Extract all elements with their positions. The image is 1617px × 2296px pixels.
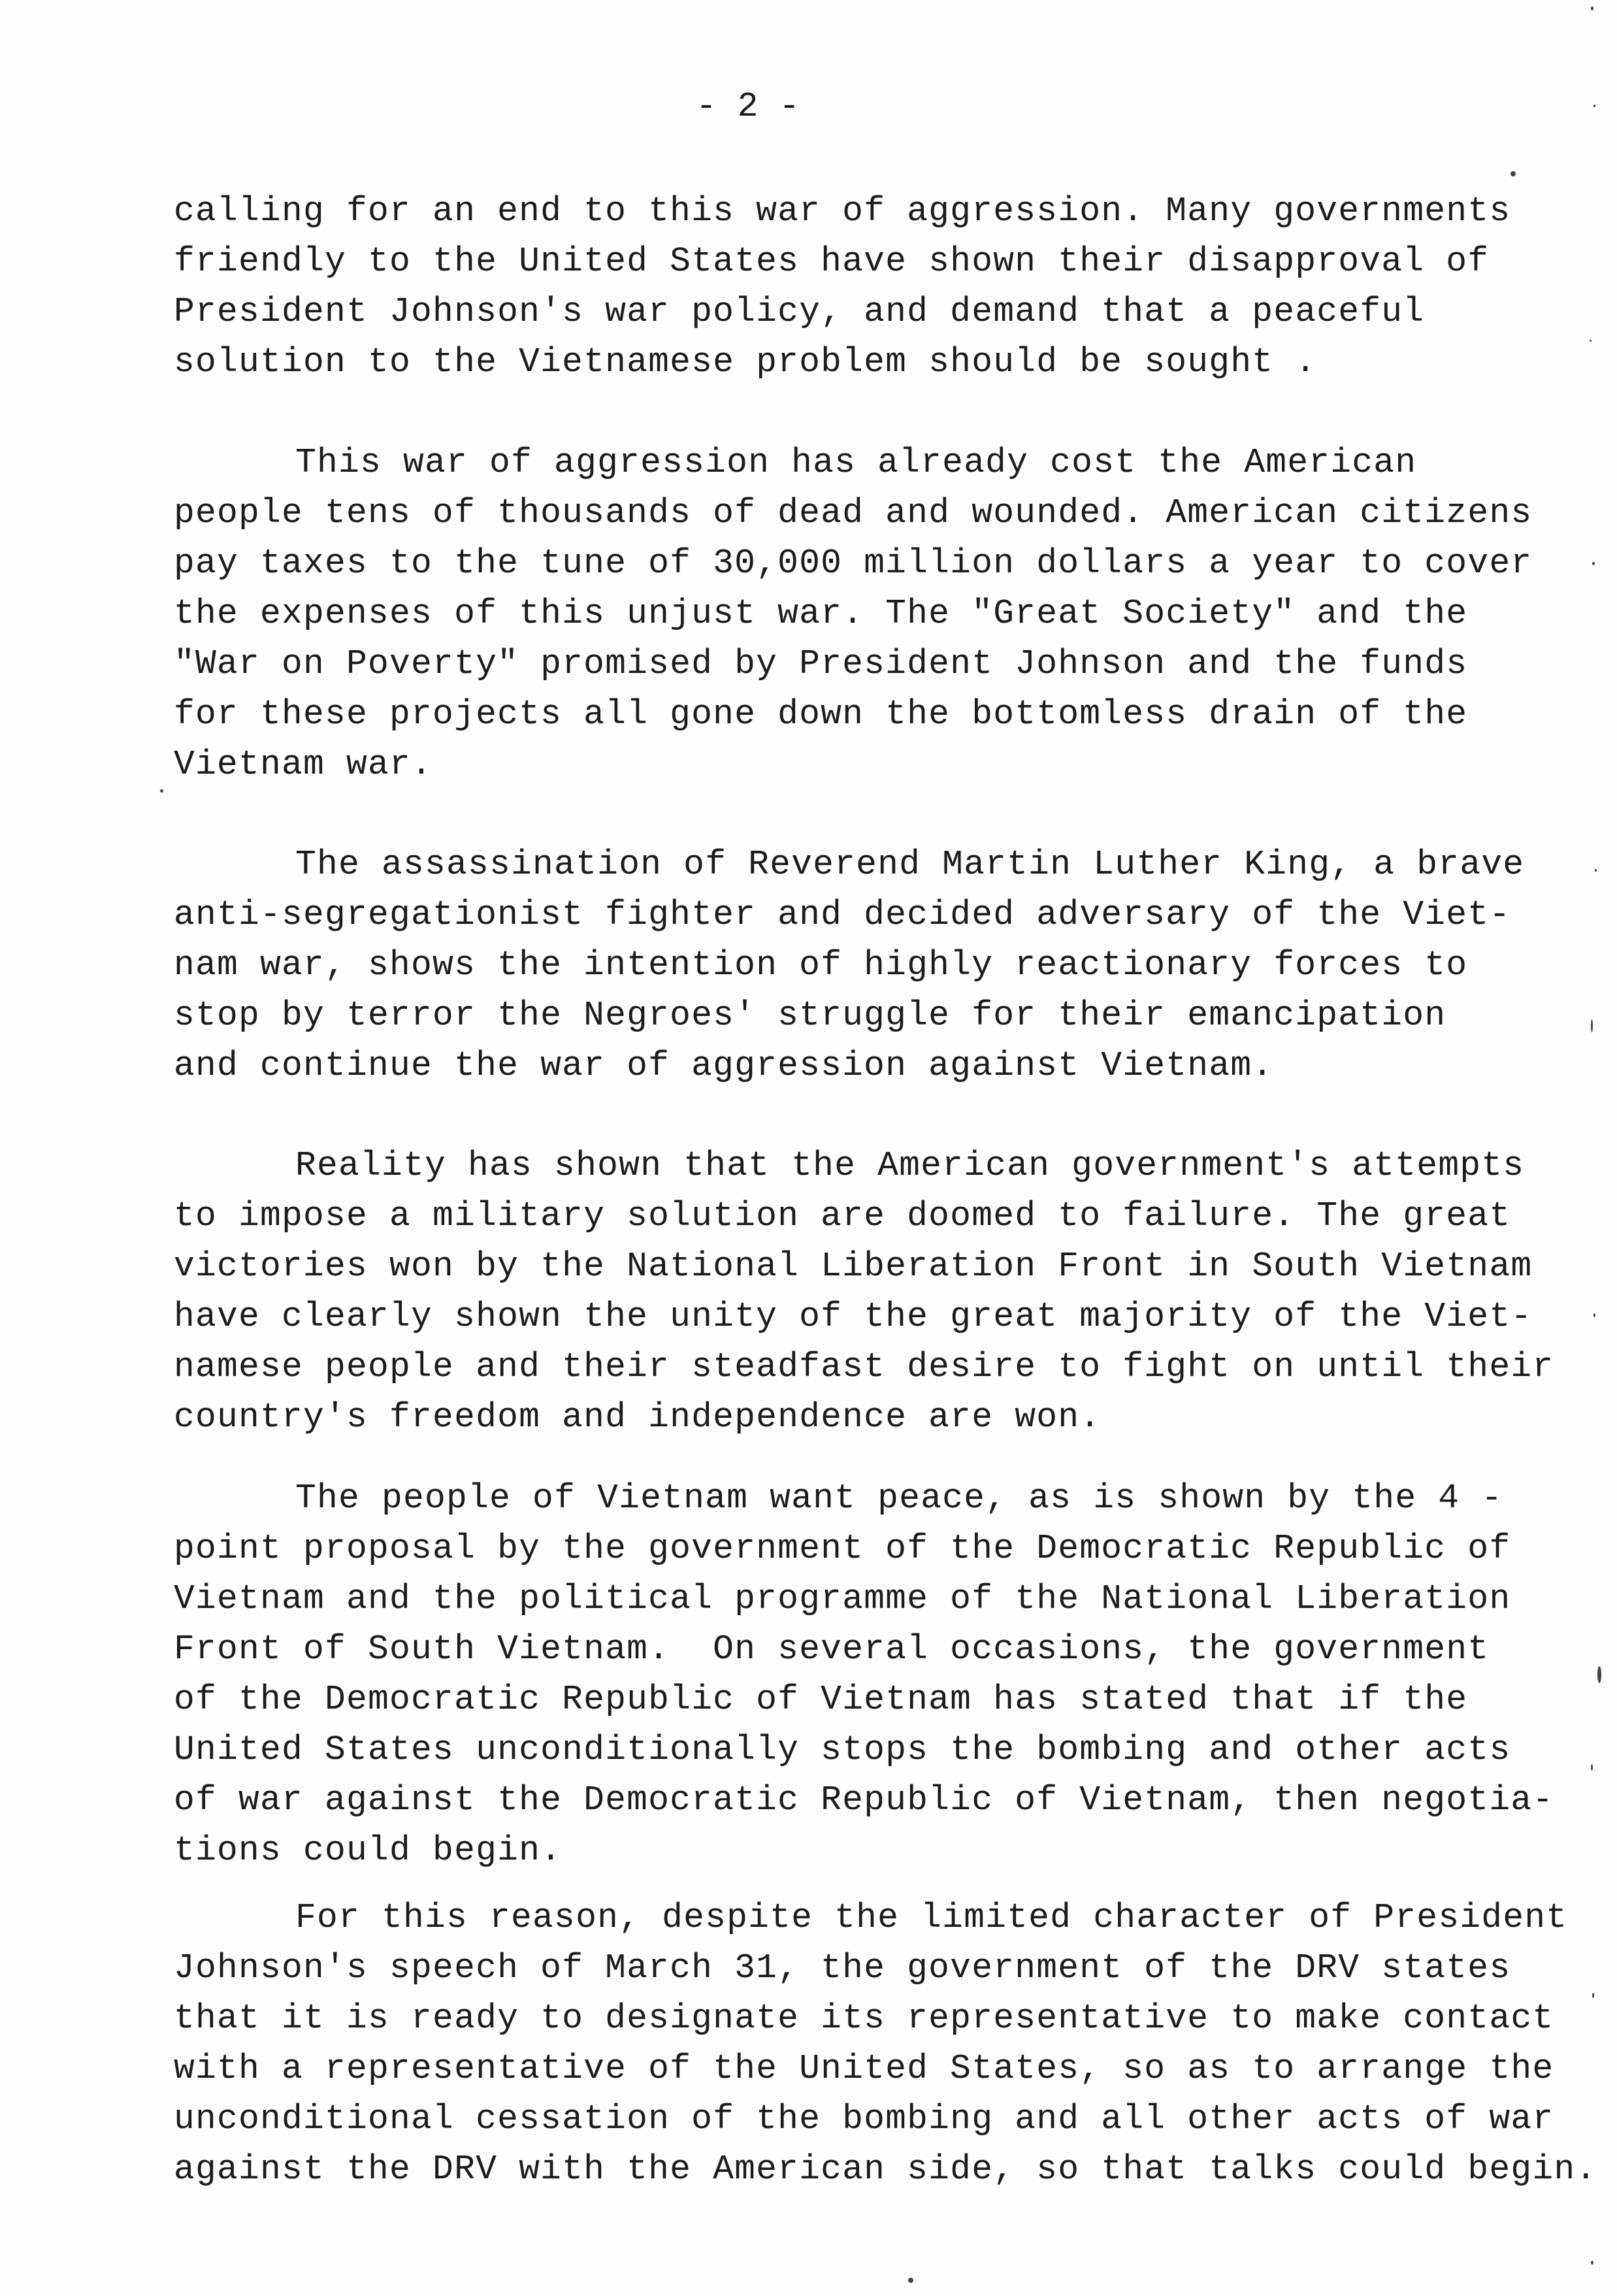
- paragraph-line: of war against the Democratic Republic of Vietnam, then negotia-: [174, 1780, 1554, 1820]
- paragraph-line: namese people and their steadfast desire to fight on until their: [174, 1347, 1554, 1386]
- paragraph-line: have clearly shown the unity of the great majority of the Viet-: [174, 1297, 1533, 1336]
- paragraph-line: The people of Vietnam want peace, as is shown by the 4 -: [295, 1479, 1503, 1518]
- paragraph-line: that it is ready to designate its representative to make contact: [174, 1999, 1554, 2038]
- scan-edge-noise: [1578, 0, 1617, 2296]
- scan-speck: [1591, 1764, 1593, 1771]
- scan-speck: [1593, 105, 1595, 107]
- scan-speck: [1591, 2261, 1593, 2265]
- paragraph-line: point proposal by the government of the Democratic Republic of: [174, 1529, 1511, 1568]
- scan-speck: [1592, 562, 1595, 565]
- paragraph-line: Johnson's speech of March 31, the government of the DRV states: [174, 1948, 1511, 1988]
- paragraph-line: friendly to the United States have shown their disapproval of: [174, 242, 1490, 281]
- paragraph-line: For this reason, despite the limited character of President: [295, 1898, 1568, 1937]
- scan-speck: [908, 2278, 913, 2283]
- paragraph-line: and continue the war of aggression against Vietnam.: [174, 1046, 1274, 1085]
- paragraph-line: Front of South Vietnam. On several occasions, the government: [174, 1630, 1490, 1669]
- paragraph-line: with a representative of the United States, so as to arrange the: [174, 2049, 1554, 2088]
- paragraph-line: Vietnam war.: [174, 745, 433, 784]
- scan-speck: [1590, 340, 1592, 342]
- paragraph-line: of the Democratic Republic of Vietnam has stated that if the: [174, 1680, 1468, 1719]
- scan-speck: [1597, 1666, 1601, 1683]
- paragraph-line: nam war, shows the intention of highly reactionary forces to: [174, 945, 1468, 985]
- scan-speck: [1591, 7, 1593, 10]
- scan-speck: [1593, 1313, 1595, 1317]
- paragraph-line: country's freedom and independence are won.: [174, 1398, 1102, 1437]
- paragraph-line: tions could begin.: [174, 1831, 563, 1870]
- paragraph-line: The assassination of Reverend Martin Luther King, a brave: [295, 845, 1525, 884]
- page-number: - 2 -: [696, 87, 800, 126]
- paragraph-line: the expenses of this unjust war. The "Great Society" and the: [174, 594, 1468, 633]
- paragraph-line: victories won by the National Liberation Front in South Vietnam: [174, 1247, 1533, 1286]
- paragraph-line: people tens of thousands of dead and wounded. American citizens: [174, 493, 1533, 533]
- paragraph-line: This war of aggression has already cost the American: [295, 443, 1417, 482]
- paragraph-line: Vietnam and the political programme of the National Liberation: [174, 1579, 1511, 1618]
- paragraph-line: President Johnson's war policy, and demand that a peaceful: [174, 292, 1425, 331]
- paragraph-line: United States unconditionally stops the bombing and other acts: [174, 1730, 1511, 1769]
- scan-speck: [1592, 1993, 1594, 1998]
- paragraph-line: against the DRV with the American side, so that talks could begin.: [174, 2150, 1597, 2189]
- paragraph-line: for these projects all gone down the bottomless drain of the: [174, 695, 1468, 734]
- scan-speck: [1511, 171, 1516, 176]
- paragraph-line: stop by terror the Negroes' struggle for their emancipation: [174, 996, 1446, 1035]
- paragraph-line: to impose a military solution are doomed to failure. The great: [174, 1196, 1511, 1236]
- paragraph-line: calling for an end to this war of aggression. Many governments: [174, 191, 1511, 231]
- paragraph-line: unconditional cessation of the bombing and all other acts of war: [174, 2099, 1554, 2139]
- scan-speck: [1591, 1019, 1593, 1032]
- paragraph-line: pay taxes to the tune of 30,000 million dollars a year to cover: [174, 544, 1533, 583]
- paragraph-line: anti-segregationist fighter and decided adversary of the Viet-: [174, 895, 1511, 934]
- paragraph-line: "War on Poverty" promised by President Johnson and the funds: [174, 644, 1468, 683]
- scan-speck: [160, 789, 163, 793]
- paragraph-line: solution to the Vietnamese problem should be sought .: [174, 342, 1317, 382]
- scan-speck: [1595, 869, 1597, 872]
- paragraph-line: Reality has shown that the American government's attempts: [295, 1146, 1525, 1185]
